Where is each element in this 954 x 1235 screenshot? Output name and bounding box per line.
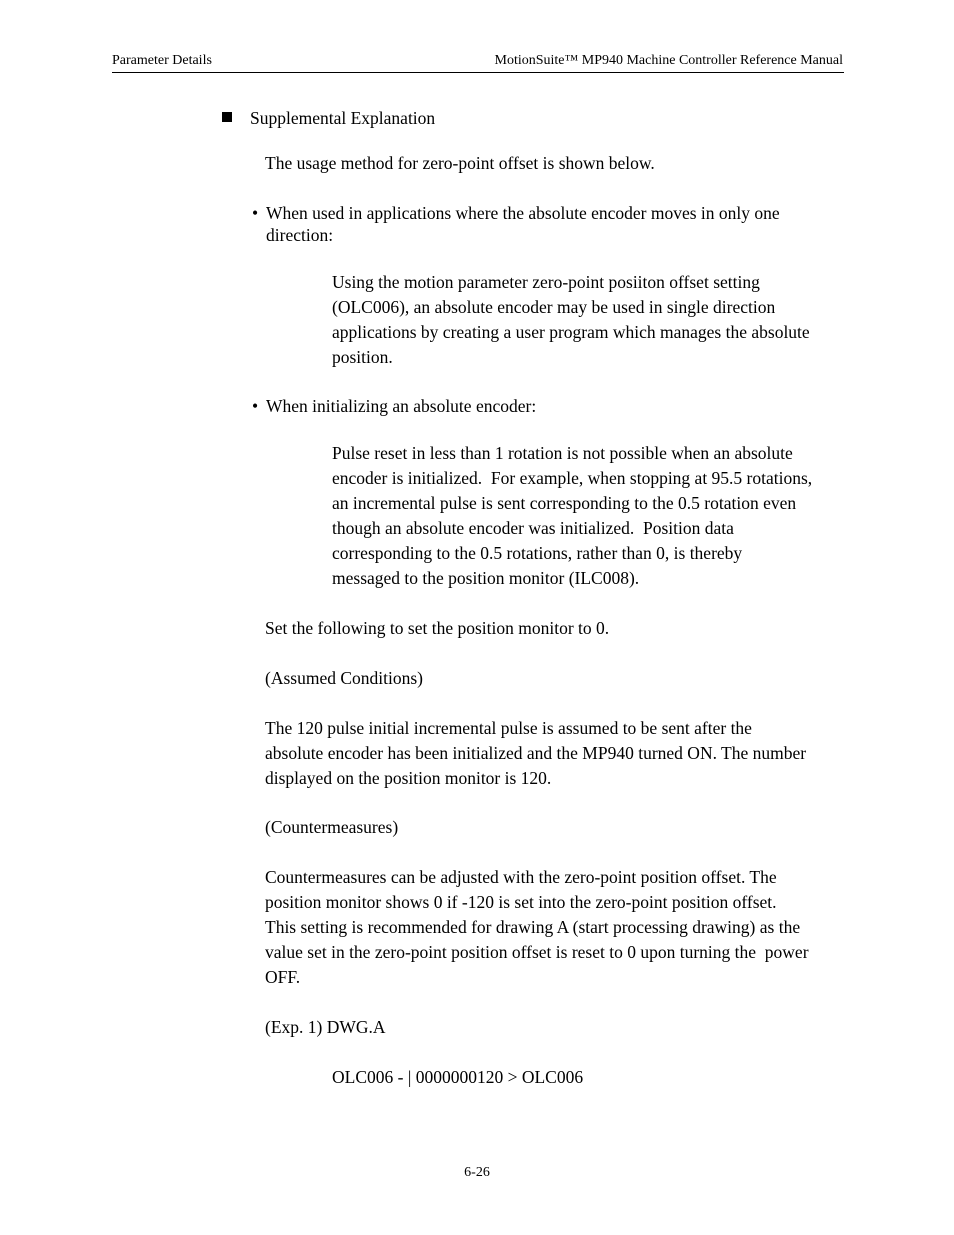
bullet-1-line-2: direction: bbox=[266, 225, 334, 245]
bullet-dot-icon: • bbox=[252, 396, 259, 416]
counter-line: value set in the zero-point position offset is reset to 0 upon turning the power bbox=[265, 942, 809, 962]
section-intro: The usage method for zero-point offset is shown below. bbox=[265, 153, 655, 173]
example-label: (Exp. 1) DWG.A bbox=[265, 1017, 386, 1037]
header-rule bbox=[112, 72, 844, 73]
set-following-text: Set the following to set the position monitor to 0. bbox=[265, 618, 610, 638]
page-header-left: Parameter Details bbox=[112, 53, 212, 68]
counter-line: OFF. bbox=[265, 967, 301, 987]
counter-line: position monitor shows 0 if -120 is set into the zero-point position offset. bbox=[265, 892, 777, 912]
page-header-right: MotionSuite™ MP940 Machine Controller Reference Manual bbox=[494, 53, 843, 68]
assumed-line: absolute encoder has been initialized and the MP940 turned ON. The number bbox=[265, 743, 807, 763]
bullet-2-body-line: messaged to the position monitor (ILC008). bbox=[332, 568, 640, 588]
bullet-1-body-line: applications by creating a user program which manages the absolute bbox=[332, 322, 810, 342]
bullet-1-body-line: Using the motion parameter zero-point posiiton offset setting bbox=[332, 272, 760, 292]
bullet-2-body-line: an incremental pulse is sent corresponding to the 0.5 rotation even bbox=[332, 493, 797, 513]
square-bullet-icon bbox=[222, 112, 232, 122]
counter-line: This setting is recommended for drawing A (start processing drawing) as the bbox=[265, 917, 801, 937]
bullet-1-line-1: When used in applications where the absolute encoder moves in only one bbox=[266, 203, 780, 223]
bullet-1-body-line: position. bbox=[332, 347, 393, 367]
bullet-dot-icon: • bbox=[252, 203, 259, 223]
assumed-line: The 120 pulse initial incremental pulse is assumed to be sent after the bbox=[265, 718, 752, 738]
bullet-2-line-1: When initializing an absolute encoder: bbox=[266, 396, 537, 416]
bullet-2-body-line: though an absolute encoder was initialized. Position data bbox=[332, 518, 734, 538]
bullet-1-body-line: (OLC006), an absolute encoder may be used in single direction bbox=[332, 297, 776, 317]
assumed-line: displayed on the position monitor is 120. bbox=[265, 768, 552, 788]
bullet-2-body-line: Pulse reset in less than 1 rotation is not possible when an absolute bbox=[332, 443, 793, 463]
page-number: 6-26 bbox=[464, 1165, 490, 1180]
counter-heading: (Countermeasures) bbox=[265, 817, 399, 837]
example-code: OLC006 - | 0000000120 > OLC006 bbox=[332, 1067, 584, 1087]
assumed-heading: (Assumed Conditions) bbox=[265, 668, 423, 688]
bullet-2-body-line: corresponding to the 0.5 rotations, rather than 0, is thereby bbox=[332, 543, 743, 563]
counter-line: Countermeasures can be adjusted with the zero-point position offset. The bbox=[265, 867, 777, 887]
bullet-2-body-line: encoder is initialized. For example, when stopping at 95.5 rotations, bbox=[332, 468, 813, 488]
section-title: Supplemental Explanation bbox=[250, 108, 436, 128]
